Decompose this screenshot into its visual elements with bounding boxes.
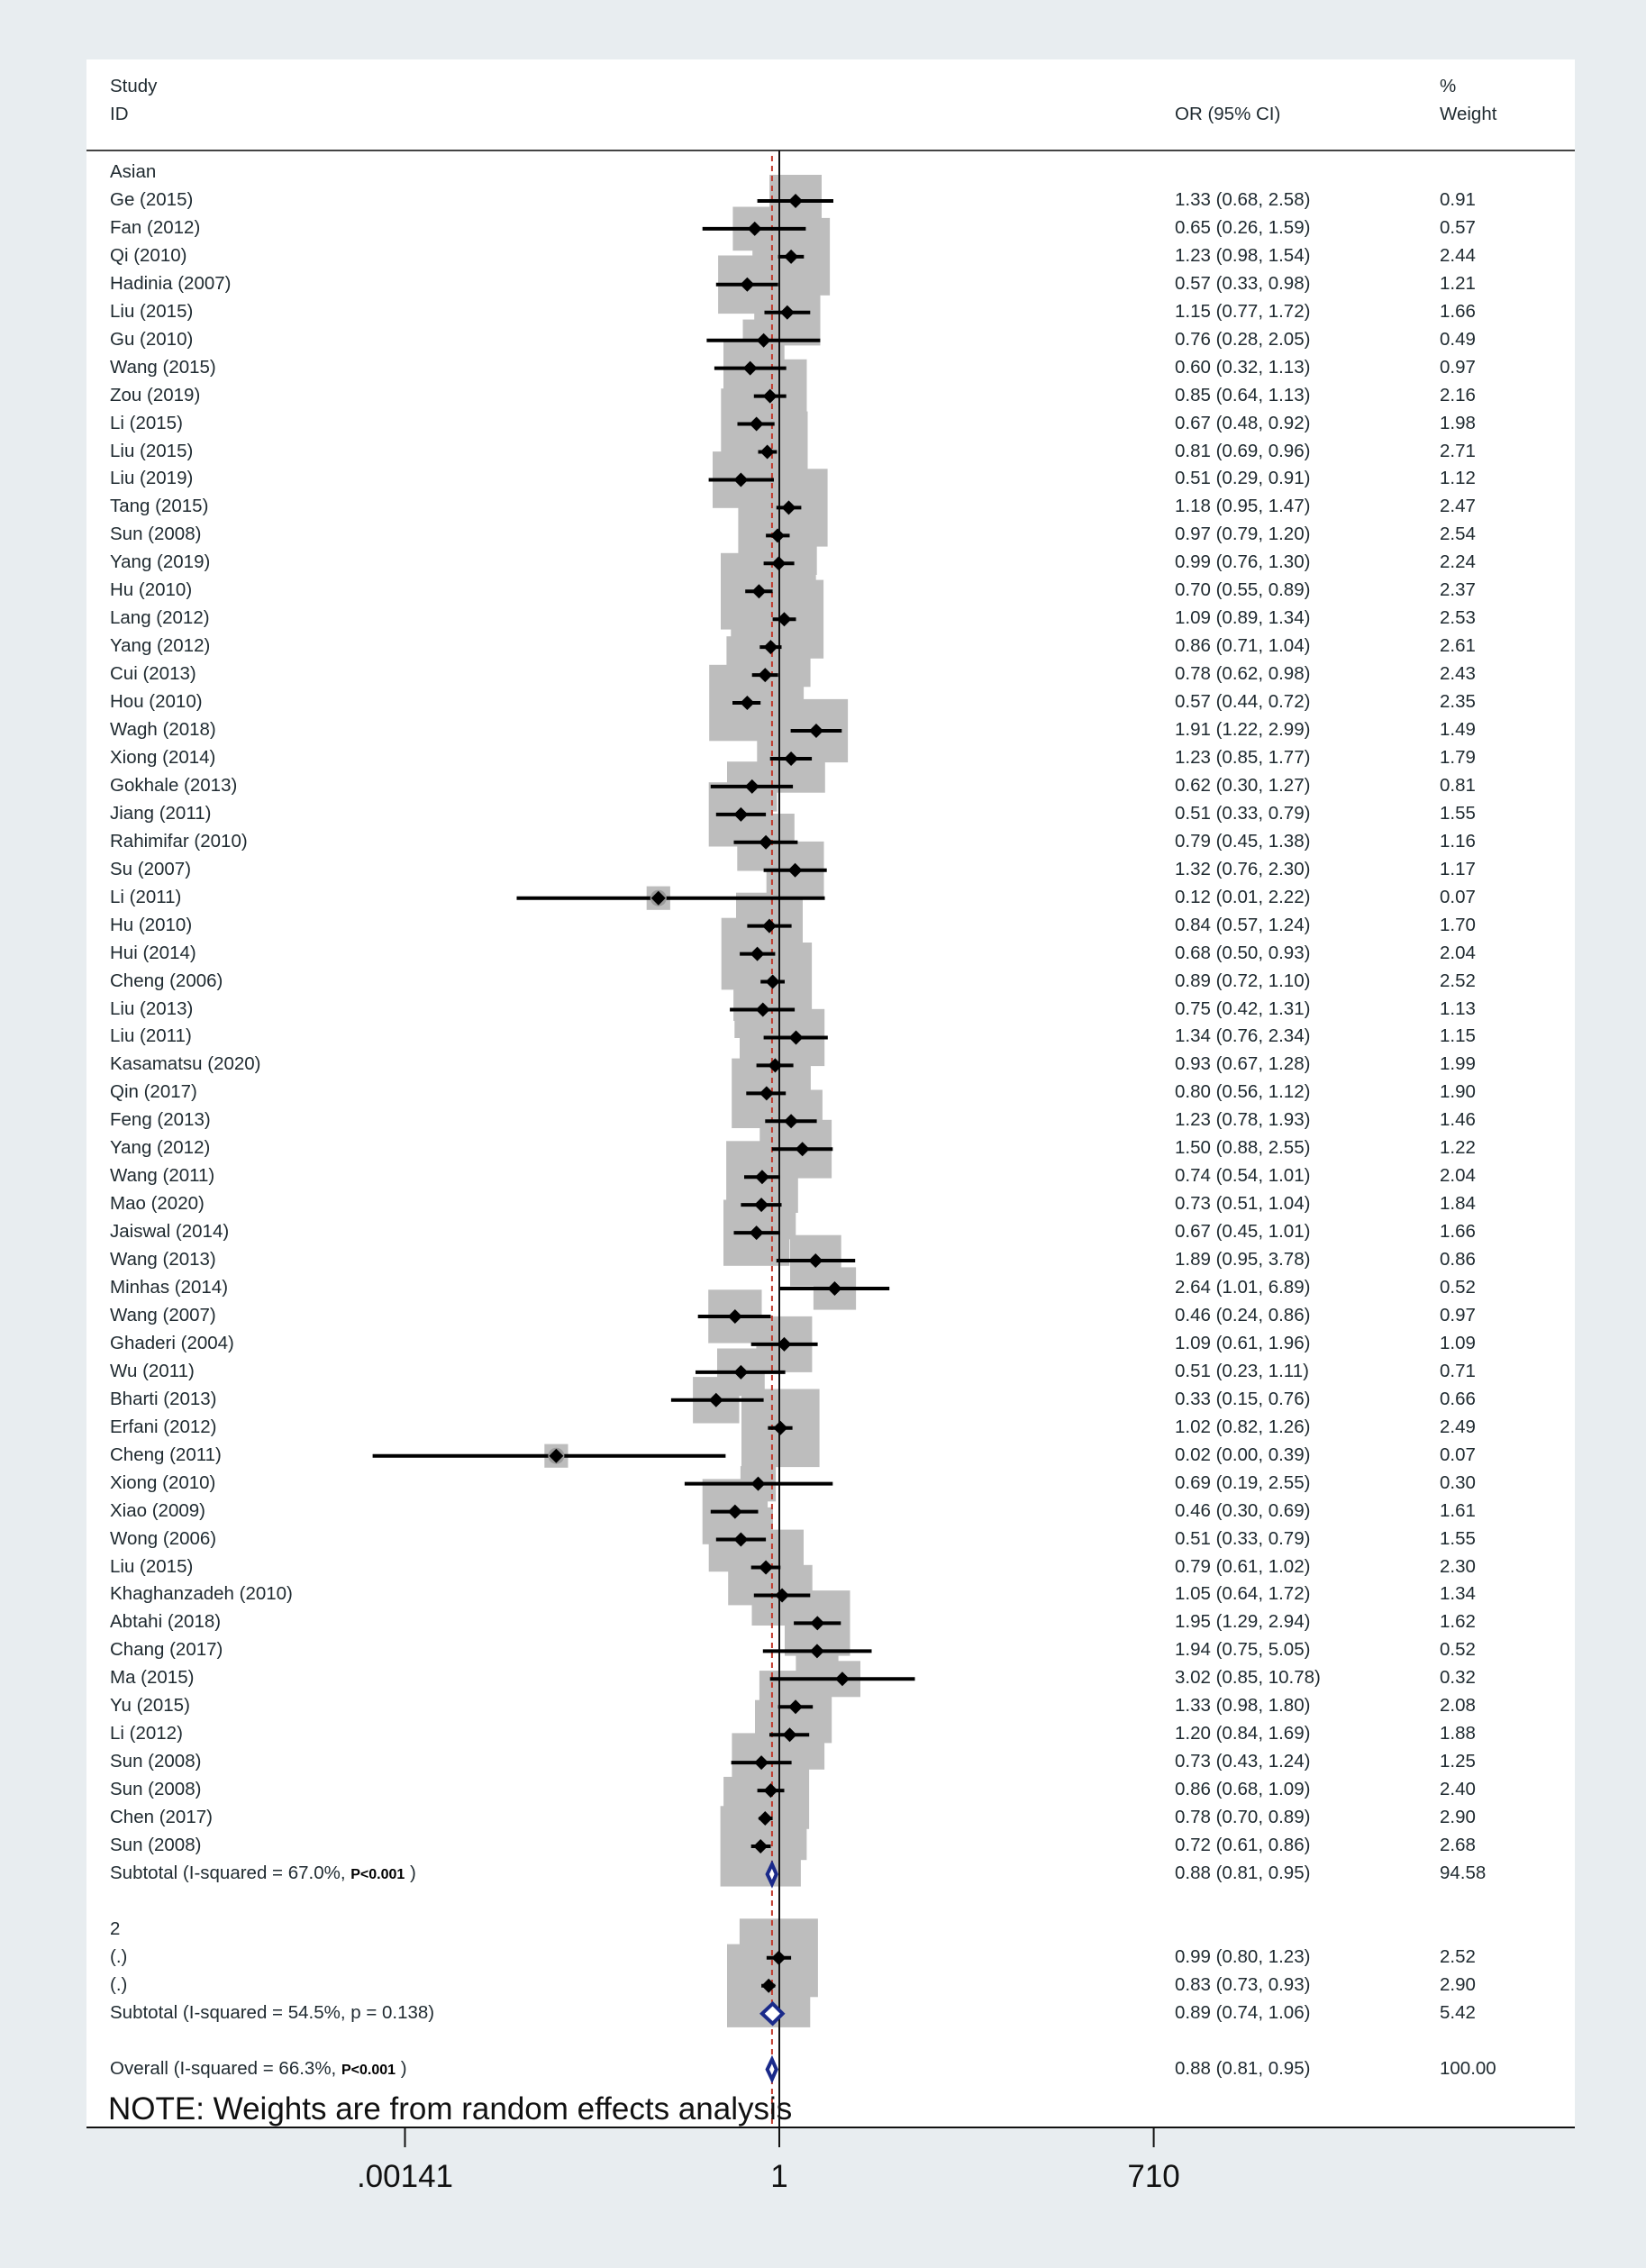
study-or-ci: 1.94 (0.75, 5.05) [1175, 1639, 1311, 1661]
study-id: Sun (2008) [110, 1779, 202, 1800]
study-id: Cheng (2006) [110, 970, 223, 991]
study-or-ci: 1.33 (0.68, 2.58) [1175, 188, 1311, 210]
study-id: Chang (2017) [110, 1639, 223, 1661]
study-weight: 2.40 [1440, 1779, 1476, 1800]
study-or-ci: 1.05 (0.64, 1.72) [1175, 1583, 1311, 1605]
study-id: Yu (2015) [110, 1695, 190, 1717]
study-weight: 1.90 [1440, 1081, 1476, 1103]
study-weight: 1.21 [1440, 272, 1476, 294]
study-or-ci: 0.99 (0.80, 1.23) [1175, 1945, 1311, 1967]
label-close: ) [396, 2057, 407, 2079]
study-weight: 2.43 [1440, 663, 1476, 685]
study-id: Jiang (2011) [110, 802, 212, 824]
study-or-ci: 0.75 (0.42, 1.31) [1175, 997, 1311, 1019]
study-weight: 2.04 [1440, 942, 1476, 963]
study-id: Wong (2006) [110, 1527, 217, 1549]
study-id: Xiong (2014) [110, 746, 216, 768]
study-id: Xiong (2010) [110, 1471, 216, 1493]
study-id: Liu (2013) [110, 997, 194, 1019]
subtotal-or-ci: 0.89 (0.74, 1.06) [1175, 2001, 1311, 2023]
study-or-ci: 0.69 (0.19, 2.55) [1175, 1471, 1311, 1493]
study-or-ci: 0.67 (0.45, 1.01) [1175, 1221, 1311, 1243]
study-weight: 1.49 [1440, 719, 1476, 740]
study-or-ci: 1.23 (0.78, 1.93) [1175, 1109, 1311, 1131]
overall-label: Overall (I-squared = 66.3%, P<0.001 ) [110, 2057, 407, 2079]
study-weight: 2.30 [1440, 1555, 1476, 1577]
study-id: Qin (2017) [110, 1081, 197, 1103]
study-id: Sun (2008) [110, 1835, 202, 1855]
study-weight: 0.81 [1440, 774, 1476, 796]
study-weight: 1.15 [1440, 1025, 1476, 1047]
header-study: Study [110, 76, 158, 96]
study-weight: 0.71 [1440, 1360, 1476, 1381]
study-id: Wang (2011) [110, 1165, 215, 1187]
study-or-ci: 3.02 (0.85, 10.78) [1175, 1667, 1321, 1689]
study-weight: 0.66 [1440, 1388, 1476, 1409]
study-id: Zou (2019) [110, 384, 201, 405]
study-or-ci: 0.78 (0.62, 0.98) [1175, 663, 1311, 685]
study-or-ci: 0.97 (0.79, 1.20) [1175, 524, 1311, 545]
study-weight: 2.61 [1440, 635, 1476, 657]
study-weight: 1.70 [1440, 914, 1476, 935]
study-weight: 1.13 [1440, 997, 1476, 1019]
study-id: Sun (2008) [110, 524, 202, 545]
group-label: Asian [110, 161, 157, 182]
study-weight: 2.53 [1440, 607, 1476, 629]
study-id: Ghaderi (2004) [110, 1332, 234, 1353]
study-id: Wu (2011) [110, 1360, 195, 1381]
study-or-ci: 0.33 (0.15, 0.76) [1175, 1388, 1311, 1409]
study-id: Wagh (2018) [110, 719, 216, 740]
study-weight: 2.90 [1440, 1807, 1476, 1828]
study-id: Ma (2015) [110, 1667, 195, 1689]
study-or-ci: 0.83 (0.73, 0.93) [1175, 1973, 1311, 1995]
study-id: Hu (2010) [110, 579, 193, 601]
study-weight: 1.34 [1440, 1583, 1476, 1605]
study-weight: 2.52 [1440, 970, 1476, 991]
study-or-ci: 0.93 (0.67, 1.28) [1175, 1053, 1311, 1075]
study-id: Cui (2013) [110, 663, 196, 685]
study-or-ci: 1.95 (1.29, 2.94) [1175, 1611, 1311, 1633]
study-weight: 2.16 [1440, 384, 1476, 405]
study-id: (.) [110, 1973, 128, 1995]
study-or-ci: 1.91 (1.22, 2.99) [1175, 719, 1311, 740]
study-weight: 2.90 [1440, 1973, 1476, 1995]
study-or-ci: 0.57 (0.44, 0.72) [1175, 691, 1311, 713]
study-weight: 0.57 [1440, 216, 1476, 238]
study-weight: 1.61 [1440, 1499, 1476, 1521]
study-or-ci: 1.02 (0.82, 1.26) [1175, 1416, 1311, 1437]
study-weight: 0.91 [1440, 188, 1476, 210]
study-id: Hui (2014) [110, 942, 196, 963]
study-id: Kasamatsu (2020) [110, 1053, 261, 1075]
study-id: Li (2012) [110, 1723, 183, 1744]
study-id: Li (2011) [110, 886, 182, 907]
study-weight: 0.07 [1440, 886, 1476, 907]
study-weight: 0.52 [1440, 1639, 1476, 1661]
study-weight: 1.98 [1440, 412, 1476, 433]
study-id: Hu (2010) [110, 914, 193, 935]
study-weight: 1.84 [1440, 1193, 1476, 1215]
subtotal-diamond [768, 1864, 777, 1884]
study-or-ci: 0.02 (0.00, 0.39) [1175, 1444, 1311, 1465]
study-or-ci: 1.32 (0.76, 2.30) [1175, 858, 1311, 879]
study-id: Wang (2007) [110, 1304, 216, 1325]
label-close: ) [405, 1862, 416, 1883]
study-or-ci: 1.23 (0.85, 1.77) [1175, 746, 1311, 768]
p-value: P<0.001 [341, 2062, 396, 2078]
study-id: Minhas (2014) [110, 1277, 229, 1298]
header-id: ID [110, 104, 129, 124]
study-id: Khaghanzadeh (2010) [110, 1583, 293, 1605]
study-or-ci: 0.51 (0.33, 0.79) [1175, 802, 1311, 824]
study-weight: 2.04 [1440, 1165, 1476, 1187]
study-weight: 0.49 [1440, 328, 1476, 350]
study-id: Li (2015) [110, 412, 183, 433]
study-weight: 2.08 [1440, 1695, 1476, 1717]
study-id: Lang (2012) [110, 607, 210, 629]
study-id: Jaiswal (2014) [110, 1221, 230, 1243]
study-weight: 0.97 [1440, 1304, 1476, 1325]
header-percent: % [1440, 76, 1457, 96]
study-weight: 2.68 [1440, 1835, 1476, 1855]
study-weight: 0.97 [1440, 356, 1476, 378]
study-id: Yang (2012) [110, 1137, 211, 1159]
study-or-ci: 0.79 (0.61, 1.02) [1175, 1555, 1311, 1577]
study-weight: 0.32 [1440, 1667, 1476, 1689]
header-or-ci: OR (95% CI) [1175, 104, 1281, 124]
study-id: Liu (2015) [110, 1555, 194, 1577]
study-weight: 2.37 [1440, 579, 1476, 601]
study-id: Hou (2010) [110, 691, 203, 713]
study-id: Tang (2015) [110, 496, 209, 517]
study-id: (.) [110, 1945, 128, 1967]
study-weight: 0.30 [1440, 1471, 1476, 1493]
subtotal-weight: 94.58 [1440, 1862, 1487, 1883]
overall-or-ci: 0.88 (0.81, 0.95) [1175, 2057, 1311, 2079]
study-or-ci: 0.57 (0.33, 0.98) [1175, 272, 1311, 294]
study-weight: 1.66 [1440, 1221, 1476, 1243]
study-or-ci: 1.89 (0.95, 3.78) [1175, 1249, 1311, 1271]
study-or-ci: 1.33 (0.98, 1.80) [1175, 1695, 1311, 1717]
study-id: Ge (2015) [110, 188, 194, 210]
study-weight: 1.55 [1440, 1527, 1476, 1549]
study-or-ci: 1.09 (0.61, 1.96) [1175, 1332, 1311, 1353]
study-or-ci: 1.09 (0.89, 1.34) [1175, 607, 1311, 629]
study-or-ci: 0.81 (0.69, 0.96) [1175, 440, 1311, 461]
study-or-ci: 0.84 (0.57, 1.24) [1175, 914, 1311, 935]
study-id: Liu (2015) [110, 300, 194, 322]
study-id: Wang (2013) [110, 1249, 216, 1271]
study-or-ci: 0.85 (0.64, 1.13) [1175, 384, 1311, 405]
study-id: Wang (2015) [110, 356, 216, 378]
study-id: Erfani (2012) [110, 1416, 217, 1437]
study-or-ci: 0.99 (0.76, 1.30) [1175, 551, 1311, 573]
study-weight: 1.09 [1440, 1332, 1476, 1353]
study-or-ci: 0.86 (0.71, 1.04) [1175, 635, 1311, 657]
study-id: Chen (2017) [110, 1807, 213, 1828]
study-weight: 2.24 [1440, 551, 1476, 573]
study-id: Cheng (2011) [110, 1444, 222, 1465]
study-weight: 1.17 [1440, 858, 1476, 879]
study-weight: 2.35 [1440, 691, 1476, 713]
study-weight: 1.99 [1440, 1053, 1476, 1075]
study-id: Gokhale (2013) [110, 774, 238, 796]
study-id: Bharti (2013) [110, 1388, 217, 1409]
x-tick-label: 1 [770, 2159, 788, 2194]
study-or-ci: 1.23 (0.98, 1.54) [1175, 244, 1311, 266]
study-weight: 1.55 [1440, 802, 1476, 824]
weights-note: NOTE: Weights are from random effects analysis [108, 2091, 793, 2127]
study-or-ci: 0.74 (0.54, 1.01) [1175, 1165, 1311, 1187]
study-id: Liu (2019) [110, 468, 194, 489]
study-or-ci: 0.89 (0.72, 1.10) [1175, 970, 1311, 991]
study-weight: 2.71 [1440, 440, 1476, 461]
study-weight: 0.52 [1440, 1277, 1476, 1298]
study-id: Mao (2020) [110, 1193, 205, 1215]
study-weight: 1.79 [1440, 746, 1476, 768]
study-or-ci: 1.18 (0.95, 1.47) [1175, 496, 1311, 517]
study-weight: 1.88 [1440, 1723, 1476, 1744]
group-label: 2 [110, 1917, 121, 1939]
study-weight: 1.46 [1440, 1109, 1476, 1131]
study-or-ci: 0.62 (0.30, 1.27) [1175, 774, 1311, 796]
p-value: P<0.001 [350, 1866, 405, 1882]
subtotal-label: Subtotal (I-squared = 54.5%, p = 0.138) [110, 2001, 435, 2023]
study-weight: 2.44 [1440, 244, 1476, 266]
study-or-ci: 1.15 (0.77, 1.72) [1175, 300, 1311, 322]
study-or-ci: 0.86 (0.68, 1.09) [1175, 1779, 1311, 1800]
study-or-ci: 1.50 (0.88, 2.55) [1175, 1137, 1311, 1159]
x-tick-label: 710 [1127, 2159, 1180, 2194]
subtotal-weight: 5.42 [1440, 2001, 1476, 2023]
study-weight: 0.86 [1440, 1249, 1476, 1271]
x-tick-label: .00141 [356, 2159, 454, 2194]
study-weight: 1.16 [1440, 830, 1476, 852]
study-weight: 1.22 [1440, 1137, 1476, 1159]
study-or-ci: 0.80 (0.56, 1.12) [1175, 1081, 1311, 1103]
study-weight: 2.54 [1440, 524, 1476, 545]
study-or-ci: 1.34 (0.76, 2.34) [1175, 1025, 1311, 1047]
study-weight: 2.47 [1440, 496, 1476, 517]
header-weight: Weight [1440, 104, 1497, 124]
study-id: Xiao (2009) [110, 1499, 205, 1521]
study-or-ci: 0.12 (0.01, 2.22) [1175, 886, 1311, 907]
study-id: Hadinia (2007) [110, 272, 232, 294]
study-weight: 0.07 [1440, 1444, 1476, 1465]
study-or-ci: 0.51 (0.33, 0.79) [1175, 1527, 1311, 1549]
study-weight: 1.25 [1440, 1751, 1476, 1772]
study-or-ci: 0.70 (0.55, 0.89) [1175, 579, 1311, 601]
study-weight: 2.49 [1440, 1416, 1476, 1437]
study-or-ci: 0.72 (0.61, 0.86) [1175, 1835, 1311, 1855]
study-or-ci: 0.60 (0.32, 1.13) [1175, 356, 1311, 378]
study-or-ci: 0.51 (0.23, 1.11) [1175, 1360, 1309, 1381]
study-weight: 1.66 [1440, 300, 1476, 322]
study-or-ci: 0.73 (0.51, 1.04) [1175, 1193, 1311, 1215]
study-weight: 2.52 [1440, 1945, 1476, 1967]
study-id: Feng (2013) [110, 1109, 211, 1131]
study-or-ci: 0.76 (0.28, 2.05) [1175, 328, 1311, 350]
study-or-ci: 0.78 (0.70, 0.89) [1175, 1807, 1311, 1828]
overall-diamond [768, 2060, 777, 2080]
study-or-ci: 0.65 (0.26, 1.59) [1175, 216, 1311, 238]
study-id: Qi (2010) [110, 244, 187, 266]
study-or-ci: 0.79 (0.45, 1.38) [1175, 830, 1311, 852]
study-or-ci: 0.51 (0.29, 0.91) [1175, 468, 1311, 489]
study-id: Rahimifar (2010) [110, 830, 248, 852]
study-id: Abtahi (2018) [110, 1611, 222, 1633]
study-or-ci: 0.67 (0.48, 0.92) [1175, 412, 1311, 433]
study-id: Sun (2008) [110, 1751, 202, 1772]
study-weight: 1.12 [1440, 468, 1476, 489]
subtotal-or-ci: 0.88 (0.81, 0.95) [1175, 1862, 1311, 1883]
study-or-ci: 0.73 (0.43, 1.24) [1175, 1751, 1311, 1772]
study-or-ci: 0.46 (0.30, 0.69) [1175, 1499, 1311, 1521]
study-or-ci: 0.46 (0.24, 0.86) [1175, 1304, 1311, 1325]
study-id: Yang (2019) [110, 551, 211, 573]
study-or-ci: 2.64 (1.01, 6.89) [1175, 1277, 1311, 1298]
overall-weight: 100.00 [1440, 2057, 1496, 2079]
study-weight: 1.62 [1440, 1611, 1476, 1633]
study-id: Fan (2012) [110, 216, 201, 238]
study-or-ci: 1.20 (0.84, 1.69) [1175, 1723, 1311, 1744]
study-id: Su (2007) [110, 858, 192, 879]
study-or-ci: 0.68 (0.50, 0.93) [1175, 942, 1311, 963]
study-id: Liu (2011) [110, 1025, 192, 1047]
subtotal-label: Subtotal (I-squared = 67.0%, P<0.001 ) [110, 1862, 416, 1883]
study-id: Gu (2010) [110, 328, 194, 350]
study-id: Liu (2015) [110, 440, 194, 461]
study-id: Yang (2012) [110, 635, 211, 657]
